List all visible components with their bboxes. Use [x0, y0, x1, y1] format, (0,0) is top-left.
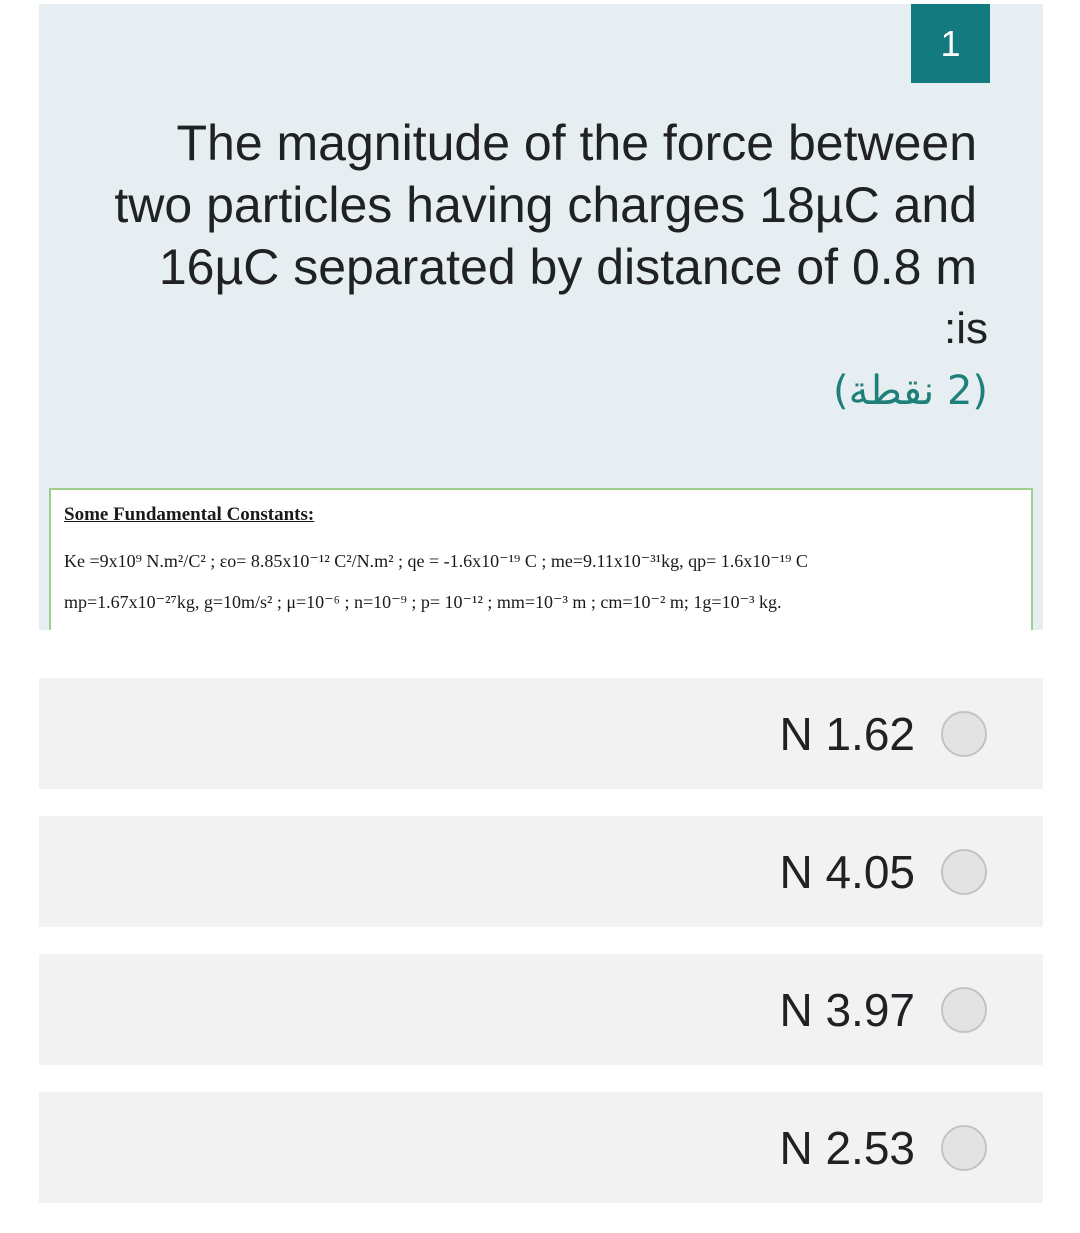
constants-line-1: Ke =9x10⁹ N.m²/C² ; εo= 8.85x10⁻¹² C²/N.m² ; qe = -1.6x10⁻¹⁹ C ; me=9.11x10⁻³¹kg, qp= 1.6x10⁻¹⁹ C: [64, 551, 808, 571]
answer-option-label: N 2.53: [779, 1121, 915, 1174]
constants-image: [49, 488, 1033, 630]
constants-line-2: mp=1.67x10⁻²⁷kg, g=10m/s² ; μ=10⁻⁶ ; n=10⁻⁹ ; p= 10⁻¹² ; mm=10⁻³ m ; cm=10⁻² m; 1g=10⁻³ kg.: [64, 592, 782, 612]
question-points: (2 نقطة): [832, 368, 988, 414]
constants-title: Some Fundamental Constants:: [64, 504, 315, 525]
question-suffix: :is: [944, 304, 988, 353]
answer-option-label: N 4.05: [779, 845, 915, 898]
radio-button[interactable]: [941, 987, 987, 1033]
answer-option[interactable]: [39, 678, 1043, 789]
answer-option-label: N 3.97: [779, 983, 915, 1036]
question-text: The magnitude of the force between two particles having charges 18µC and 16µC separated by distance of 0.8 m: [114, 115, 977, 295]
question-card: [39, 4, 1043, 630]
radio-button[interactable]: [941, 849, 987, 895]
radio-button[interactable]: [941, 711, 987, 757]
answer-option-label: N 1.62: [779, 707, 915, 760]
question-number-badge: 1: [911, 4, 990, 83]
answer-option[interactable]: [39, 816, 1043, 927]
radio-button[interactable]: [941, 1125, 987, 1171]
answer-option[interactable]: [39, 954, 1043, 1065]
answer-option[interactable]: [39, 1092, 1043, 1203]
